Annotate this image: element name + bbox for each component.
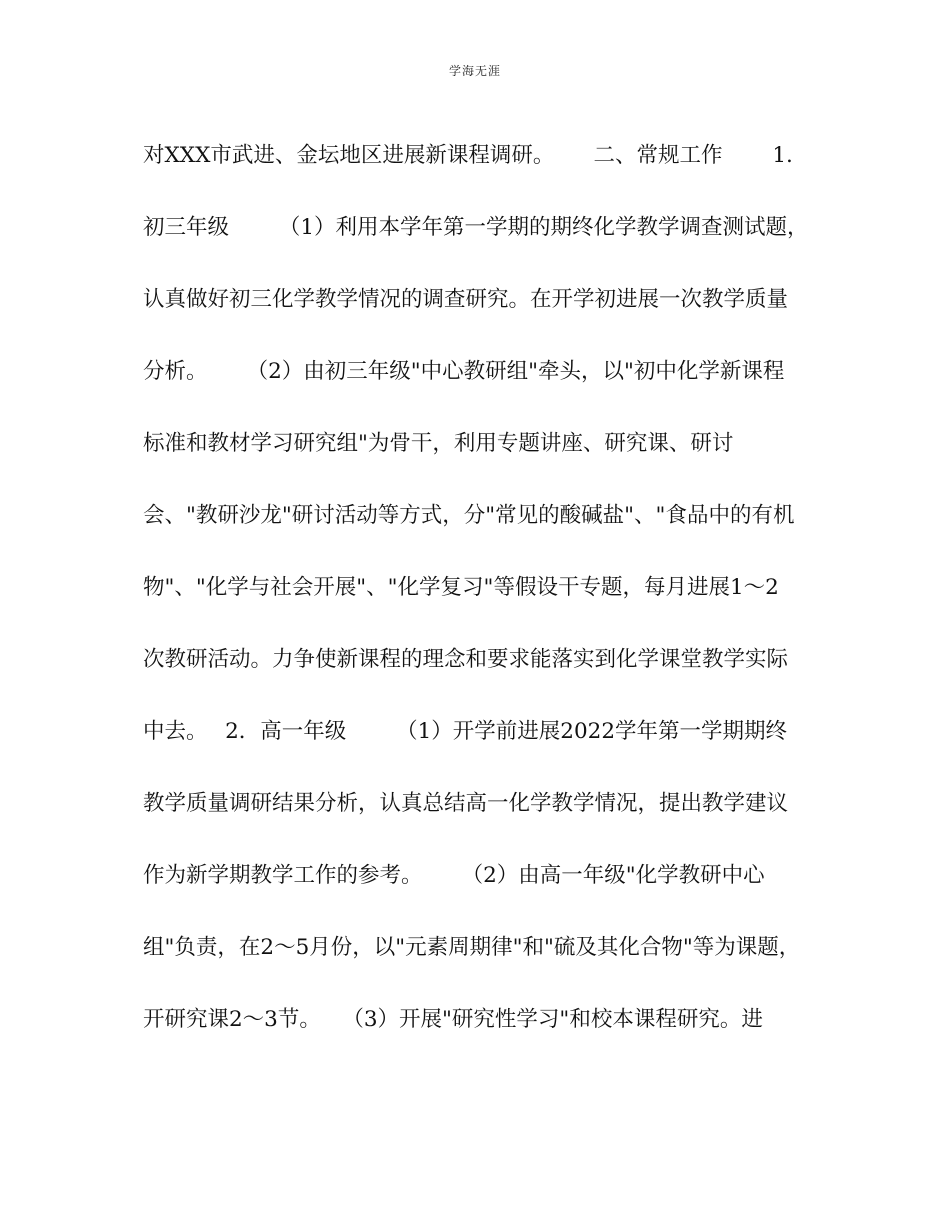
text-line: 物"、"化学与社会开展"、"化学复习"等假设干专题，每月进展1～2 [143,575,779,600]
text-line: 作为新学期教学工作的参考。 （2）由高一年级"化学教研中心 [143,863,765,888]
text-line: 初三年级 （1）利用本学年第一学期的期终化学教学调查测试题， [143,215,809,240]
text-line: 对XXX市武进、金坛地区进展新课程调研。 二、常规工作 1. [143,143,793,168]
text-line: 分析。 （2）由初三年级"中心教研组"牵头，以"初中化学新课程 [143,359,785,384]
text-line: 组"负责，在2～5月份，以"元素周期律"和"硫及其化合物"等为课题， [143,935,801,960]
text-line: 中去。 2．高一年级 （1）开学前进展2022学年第一学期期终 [143,719,787,744]
text-line: 教学质量调研结果分析，认真总结高一化学教学情况，提出教学建议 [143,791,789,816]
text-line: 标准和教材学习研究组"为骨干，利用专题讲座、研究课、研讨 [143,431,734,456]
text-line: 认真做好初三化学教学情况的调查研究。在开学初进展一次教学质量 [143,287,789,312]
page-header: 学海无涯 [448,64,501,78]
text-line: 次教研活动。力争使新课程的理念和要求能落实到化学课堂教学实际 [143,647,789,672]
text-line: 会、"教研沙龙"研讨活动等方式，分"常见的酸碱盐"、"食品中的有机 [143,503,795,528]
text-line: 开研究课2～3节。 （3）开展"研究性学习"和校本课程研究。进 [143,1007,763,1032]
document-body [143,136,815,1072]
